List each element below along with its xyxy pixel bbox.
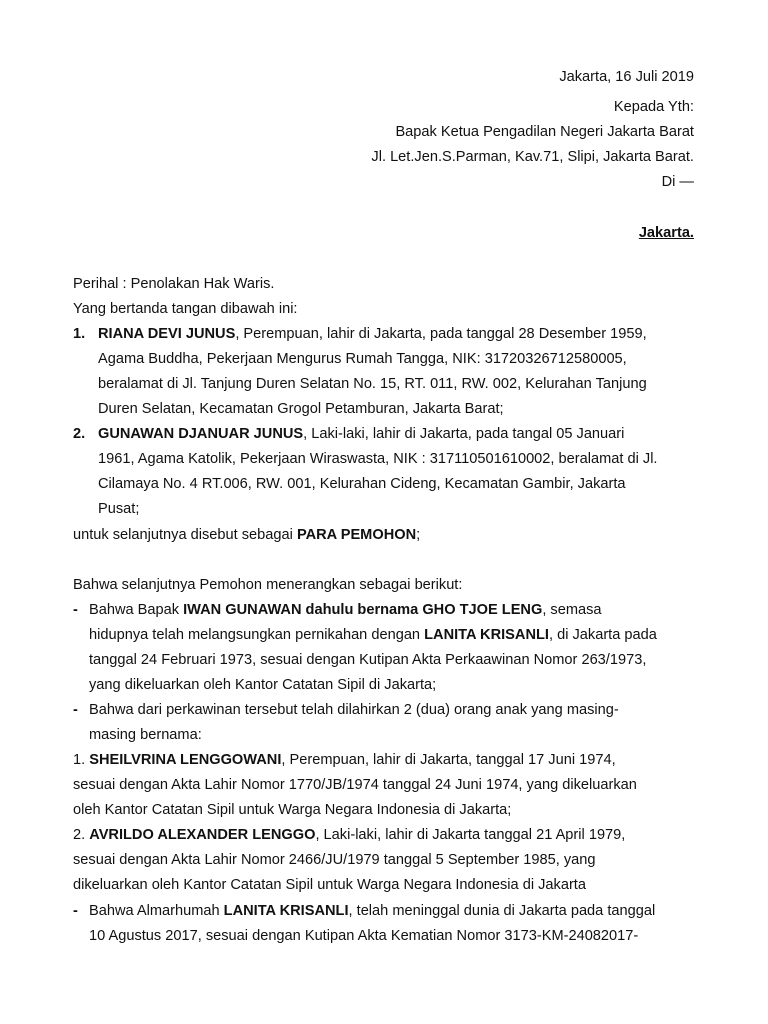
applicant-2-line-4: Pusat; (98, 501, 140, 517)
intro-line: Yang bertanda tangan dibawah ini: (73, 301, 298, 317)
applicant-1-line-3: beralamat di Jl. Tanjung Duren Selatan No. 15, RT. 011, RW. 002, Kelurahan Tanjung (98, 376, 647, 392)
bullet-3-prefix: Bahwa Almarhumah (89, 903, 224, 919)
subject-line: Perihal : Penolakan Hak Waris. (73, 276, 275, 292)
bullet-3-dash: - (73, 903, 78, 919)
para-pemohon-line (73, 526, 420, 544)
applicant-2-line-1 (98, 425, 624, 443)
bullet-1-suffix: , semasa (542, 602, 602, 618)
bullet-3-suffix: , telah meninggal dunia di Jakarta pada tanggal (348, 903, 656, 919)
bullet-1-line-2 (89, 626, 657, 644)
bullet-2-line-2: masing bernama: (89, 727, 202, 743)
bullet-1-line-3: tanggal 24 Februari 1973, sesuai dengan Kutipan Akta Perkaawinan Nomor 263/1973, (89, 652, 647, 668)
bullet-1-line-2-bold: LANITA KRISANLI (424, 627, 549, 643)
child-1-number: 1. (73, 752, 90, 768)
child-2-line-2: sesuai dengan Akta Lahir Nomor 2466/JU/1979 tanggal 5 September 1985, yang (73, 852, 596, 868)
applicant-1-details: , Perempuan, lahir di Jakarta, pada tanggal 28 Desember 1959, (235, 326, 647, 342)
applicant-1-line-2: Agama Buddha, Pekerjaan Mengurus Rumah Tangga, NIK: 31720326712580005, (98, 351, 627, 367)
child-1-name: SHEILVRINA LENGGOWANI (89, 752, 282, 768)
applicant-2-details: , Laki-laki, lahir di Jakarta, pada tangal 05 Januari (303, 426, 625, 442)
applicant-2-number: 2. (73, 426, 86, 442)
place-date: Jakarta, 16 Juli 2019 (559, 69, 694, 85)
recipient: Bapak Ketua Pengadilan Negeri Jakarta Barat (395, 124, 694, 140)
child-2-line-1 (73, 826, 625, 844)
child-2-number: 2. (73, 827, 90, 843)
di-line: Di — (661, 174, 694, 190)
destination-city: Jakarta. (638, 225, 694, 241)
bullet-3-bold: LANITA KRISANLI (223, 903, 349, 919)
applicant-2-line-2: 1961, Agama Katolik, Pekerjaan Wiraswasta, NIK : 317110501610002, beralamat di Jl. (98, 451, 658, 467)
statement-intro: Bahwa selanjutnya Pemohon menerangkan sebagai berikut: (73, 577, 463, 593)
para-pemohon-bold: PARA PEMOHON (296, 527, 417, 543)
bullet-3-line-1 (89, 902, 655, 920)
addressee-label: Kepada Yth: (613, 99, 694, 115)
applicant-1-number: 1. (73, 326, 86, 342)
para-pemohon-suffix: ; (416, 527, 421, 543)
bullet-1-prefix: Bahwa Bapak (89, 602, 184, 618)
para-pemohon-prefix: untuk selanjutnya disebut sebagai (73, 527, 297, 543)
child-1-details: , Perempuan, lahir di Jakarta, tanggal 17 Juni 1974, (281, 752, 616, 768)
recipient-address: Jl. Let.Jen.S.Parman, Kav.71, Slipi, Jakarta Barat. (371, 149, 694, 165)
bullet-3-line-2: 10 Agustus 2017, sesuai dengan Kutipan Akta Kematian Nomor 3173-KM-24082017- (89, 928, 639, 944)
applicant-1-line-4: Duren Selatan, Kecamatan Grogol Petamburan, Jakarta Barat; (98, 401, 504, 417)
child-1-line-1 (73, 751, 616, 769)
child-2-details: , Laki-laki, lahir di Jakarta tanggal 21 April 1979, (315, 827, 626, 843)
child-1-line-3: oleh Kantor Catatan Sipil untuk Warga Negara Indonesia di Jakarta; (73, 802, 512, 818)
bullet-2-dash: - (73, 702, 78, 718)
applicant-2-line-3: Cilamaya No. 4 RT.006, RW. 001, Kelurahan Cideng, Kecamatan Gambir, Jakarta (98, 476, 626, 492)
child-1-line-2: sesuai dengan Akta Lahir Nomor 1770/JB/1974 tanggal 24 Juni 1974, yang dikeluarkan (73, 777, 637, 793)
bullet-1-line-4: yang dikeluarkan oleh Kantor Catatan Sipil di Jakarta; (89, 677, 437, 693)
bullet-1-line-1 (89, 601, 602, 619)
bullet-1-line-2-suffix: , di Jakarta pada (548, 627, 657, 643)
applicant-2-name: GUNAWAN DJANUAR JUNUS (98, 426, 304, 442)
applicant-1-line-1 (98, 325, 647, 343)
bullet-1-dash: - (73, 602, 78, 618)
bullet-2-line-1: Bahwa dari perkawinan tersebut telah dilahirkan 2 (dua) orang anak yang masing- (89, 702, 619, 718)
child-2-line-3: dikeluarkan oleh Kantor Catatan Sipil untuk Warga Negara Indonesia di Jakarta (73, 877, 586, 893)
child-2-name: AVRILDO ALEXANDER LENGGO (89, 827, 316, 843)
applicant-1-name: RIANA DEVI JUNUS (98, 326, 236, 342)
bullet-1-bold: IWAN GUNAWAN dahulu bernama GHO TJOE LENG (183, 602, 543, 618)
bullet-1-line-2-prefix: hidupnya telah melangsungkan pernikahan dengan (89, 627, 425, 643)
